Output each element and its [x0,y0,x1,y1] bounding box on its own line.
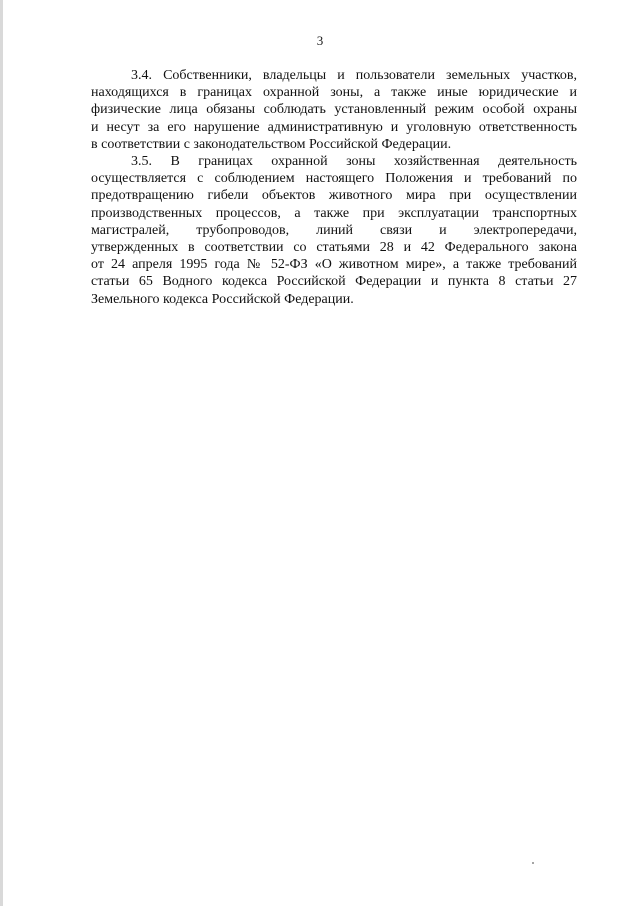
text-line: находящихся в границах охранной зоны, а также иные юридические и [91,85,577,101]
page-number: 3 [316,33,324,48]
paragraph-3-4 [91,67,577,153]
text-line: 3.4. Собственники, владельцы и пользователи земельных участков, [131,68,577,83]
document-body [91,67,577,308]
text-line: Земельного кодекса Российской Федерации. [91,291,354,307]
text-line: предотвращению гибели объектов животного мира при осуществлении [91,188,577,204]
text-line: магистралей, трубопроводов, линий связи и электропередачи, [91,222,577,238]
text-line: физические лица обязаны соблюдать установленный режим особой охраны [91,102,577,118]
scan-speck [532,862,534,864]
text-line: производственных процессов, а также при эксплуатации транспортных [91,205,577,221]
paragraph-3-5 [91,153,577,308]
text-line: осуществляется с соблюдением настоящего Положения и требований по [91,171,577,187]
text-line: от 24 апреля 1995 года № 52-ФЗ «О животном мире», а также требований [91,257,577,273]
text-line: утвержденных в соответствии со статьями 28 и 42 Федерального закона [91,240,577,256]
text-line: статьи 65 Водного кодекса Российской Федерации и пункта 8 статьи 27 [91,274,577,290]
text-line: и несут за его нарушение административную и уголовную ответственность [91,119,577,135]
text-line: в соответствии с законодательством Российской Федерации. [91,136,452,152]
text-line: 3.5. В границах охранной зоны хозяйственная деятельность [131,154,577,170]
